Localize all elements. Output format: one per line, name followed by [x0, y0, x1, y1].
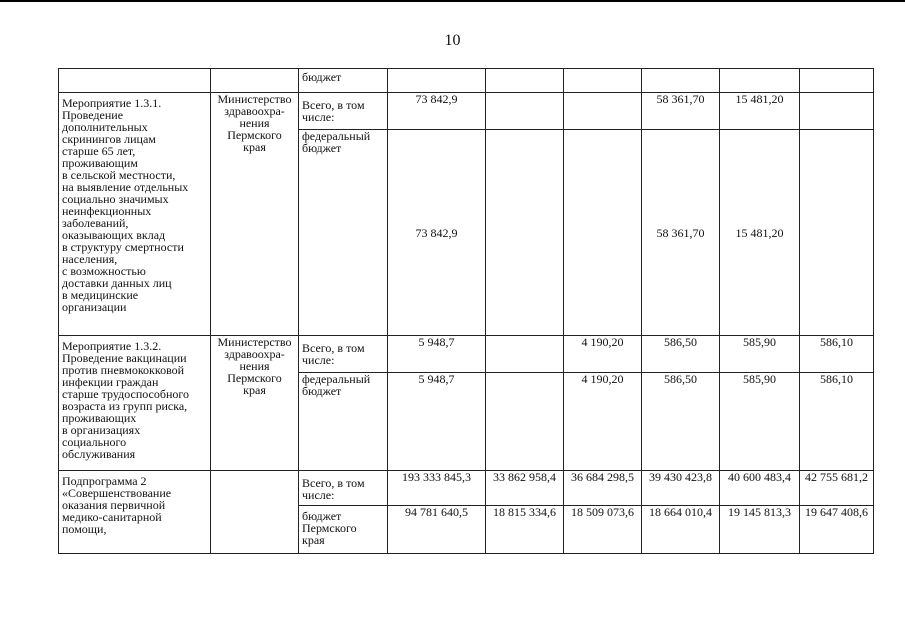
- text-line: Подпрограмма 2: [62, 474, 147, 488]
- text-line: в сельской местности,: [62, 168, 176, 182]
- value-cell: [486, 69, 564, 93]
- value-cell: 73 842,9: [388, 93, 486, 130]
- text-line: бюджет: [302, 384, 342, 398]
- text-line: Пермского: [227, 128, 282, 142]
- table-row: [59, 93, 874, 130]
- value-cell: 586,50: [642, 373, 720, 471]
- value-cell: 36 684 298,5: [564, 471, 642, 506]
- value-cell: 39 430 423,8: [642, 471, 720, 506]
- text-line: бюджет: [302, 141, 342, 155]
- text-line: Всего, в том: [302, 476, 365, 490]
- text-line: Мероприятие 1.3.1.: [62, 96, 162, 110]
- table-row: [59, 336, 874, 373]
- page-number: 10: [444, 32, 461, 49]
- funding-source-cell: [299, 506, 388, 554]
- value-cell: [388, 69, 486, 93]
- text-line: старше 65 лет,: [62, 144, 136, 158]
- value-cell: 18 815 334,6: [486, 506, 564, 554]
- value-cell: 58 361,70: [642, 130, 720, 336]
- value-cell: [486, 373, 564, 471]
- value-cell: 585,90: [720, 336, 800, 373]
- value-cell: 193 333 845,3: [388, 471, 486, 506]
- measure-name-cell: [59, 336, 211, 471]
- measure-name-cell: [59, 471, 211, 554]
- value-cell: 18 664 010,4: [642, 506, 720, 554]
- value-cell: 73 842,9: [388, 130, 486, 336]
- text-line: федеральный: [302, 372, 371, 386]
- value-cell: 4 190,20: [564, 373, 642, 471]
- text-line: оказания первичной: [62, 498, 166, 512]
- text-line: Министерство: [217, 335, 292, 349]
- text-line: нения: [239, 359, 270, 373]
- value-cell: 5 948,7: [388, 336, 486, 373]
- text-line: медико-санитарной: [62, 510, 162, 524]
- measure-name-cell: [59, 69, 211, 93]
- value-cell: 586,10: [800, 373, 874, 471]
- text-line: с возможностью: [62, 264, 146, 278]
- executor-cell: [211, 471, 299, 554]
- text-line: федеральный: [302, 129, 371, 143]
- text-line: бюджет: [302, 509, 342, 523]
- value-cell: 42 755 681,2: [800, 471, 874, 506]
- value-cell: 586,10: [800, 336, 874, 373]
- value-cell: [486, 93, 564, 130]
- text-line: организации: [62, 300, 127, 314]
- text-line: Мероприятие 1.3.2.: [62, 339, 162, 353]
- text-line: числе:: [302, 488, 335, 502]
- value-cell: 19 145 813,3: [720, 506, 800, 554]
- text-line: Проведение вакцинации: [62, 351, 187, 365]
- text-line: здравоохра-: [224, 347, 285, 361]
- executor-cell: [211, 69, 299, 93]
- funding-source-cell: [299, 69, 388, 93]
- value-cell: 585,90: [720, 373, 800, 471]
- text-line: Министерство: [217, 92, 292, 106]
- text-line: на выявление отдельных: [62, 180, 189, 194]
- text-line: числе:: [302, 353, 335, 367]
- text-line: помощи,: [62, 522, 107, 536]
- value-cell: [486, 336, 564, 373]
- text-line: доставки данных лиц: [62, 276, 172, 290]
- text-line: нения: [239, 116, 270, 130]
- value-cell: 15 481,20: [720, 130, 800, 336]
- value-cell: [720, 69, 800, 93]
- value-cell: 94 781 640,5: [388, 506, 486, 554]
- value-cell: 15 481,20: [720, 93, 800, 130]
- text-line: здравоохра-: [224, 104, 285, 118]
- value-cell: [564, 93, 642, 130]
- value-cell: 33 862 958,4: [486, 471, 564, 506]
- text-line: края: [243, 383, 266, 397]
- text-line: в медицинские: [62, 288, 139, 302]
- value-cell: 19 647 408,6: [800, 506, 874, 554]
- value-cell: 18 509 073,6: [564, 506, 642, 554]
- value-cell: [486, 130, 564, 336]
- text-line: оказывающих вклад: [62, 228, 166, 242]
- text-line: старше трудоспособного: [62, 387, 190, 401]
- text-line: края: [243, 140, 266, 154]
- text-line: заболеваний,: [62, 216, 129, 230]
- executor-cell: [211, 336, 299, 471]
- text-line: дополнительных: [62, 120, 148, 134]
- value-cell: [800, 130, 874, 336]
- value-cell: [564, 130, 642, 336]
- funding-source-cell: [299, 471, 388, 506]
- text-line: проживающим: [62, 156, 138, 170]
- text-line: края: [302, 533, 325, 547]
- top-border-line: [0, 0, 905, 2]
- text-line: в структуру смертности: [62, 240, 184, 254]
- funding-source-cell: [299, 93, 388, 130]
- text-line: бюджет: [302, 70, 342, 84]
- text-line: социально значимых: [62, 192, 169, 206]
- text-line: социального: [62, 435, 127, 449]
- value-cell: 40 600 483,4: [720, 471, 800, 506]
- funding-source-cell: [299, 336, 388, 373]
- table-row: [59, 471, 874, 506]
- text-line: Пермского: [227, 371, 282, 385]
- text-line: в организациях: [62, 423, 141, 437]
- value-cell: 4 190,20: [564, 336, 642, 373]
- value-cell: 58 361,70: [642, 93, 720, 130]
- value-cell: [800, 93, 874, 130]
- budget-table: [58, 68, 874, 554]
- value-cell: [564, 69, 642, 93]
- table-row: [59, 69, 874, 93]
- text-line: Проведение: [62, 108, 124, 122]
- funding-source-cell: [299, 373, 388, 471]
- funding-source-cell: [299, 130, 388, 336]
- text-line: против пневмококковой: [62, 363, 185, 377]
- text-line: числе:: [302, 110, 335, 124]
- text-line: «Совершенствование: [62, 486, 172, 500]
- text-line: инфекции граждан: [62, 375, 159, 389]
- text-line: Пермского: [302, 521, 357, 535]
- executor-cell: [211, 93, 299, 336]
- text-line: неинфекционных: [62, 204, 152, 218]
- value-cell: 5 948,7: [388, 373, 486, 471]
- text-line: населения,: [62, 252, 118, 266]
- text-line: скринингов лицам: [62, 132, 156, 146]
- value-cell: 586,50: [642, 336, 720, 373]
- text-line: Всего, в том: [302, 341, 365, 355]
- text-line: проживающих: [62, 411, 137, 425]
- value-cell: [800, 69, 874, 93]
- text-line: возраста из групп риска,: [62, 399, 188, 413]
- text-line: обслуживания: [62, 447, 136, 461]
- text-line: Всего, в том: [302, 98, 365, 112]
- measure-name-cell: [59, 93, 211, 336]
- value-cell: [642, 69, 720, 93]
